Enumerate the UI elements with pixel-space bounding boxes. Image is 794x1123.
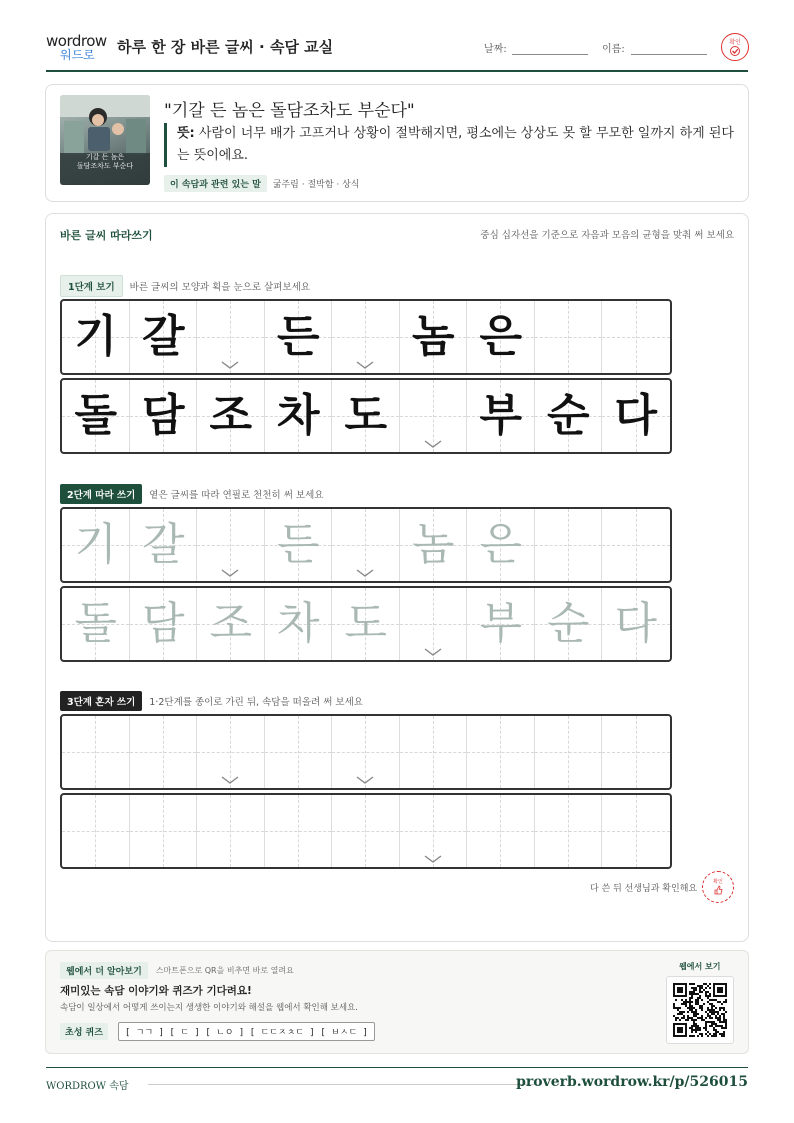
guide-line-horizontal (332, 545, 399, 546)
qr-code[interactable] (666, 976, 734, 1044)
page-title: 하루 한 장 바른 글씨 · 속담 교실 (117, 38, 334, 56)
space-marker-icon (356, 776, 374, 784)
guide-line-horizontal (332, 337, 399, 338)
grid-cell (602, 380, 670, 452)
grid-cell[interactable] (467, 795, 535, 867)
grid-cell[interactable] (197, 509, 265, 581)
grid-row[interactable] (60, 793, 672, 869)
related-words-text: 굶주림 · 절박함 · 상식 (272, 180, 360, 190)
guide-line-horizontal (265, 752, 332, 753)
grid-cell (535, 380, 603, 452)
grid-cell[interactable] (535, 509, 603, 581)
guide-line-horizontal (130, 831, 197, 832)
grid-character: 놈 (411, 311, 455, 362)
date-label: 날짜: (484, 44, 507, 55)
grid-cell[interactable] (265, 795, 333, 867)
illustration-image (60, 95, 150, 185)
stamp-text: 확인 (729, 38, 741, 46)
grid-cell[interactable] (62, 795, 130, 867)
grid-cell[interactable] (535, 795, 603, 867)
header-divider (46, 70, 748, 72)
grid-character: 다 (614, 598, 657, 649)
step2-desc: 옅은 글씨를 따라 연필로 천천히 써 보세요 (149, 490, 324, 501)
guide-line-horizontal (400, 831, 467, 832)
guide-line-horizontal (197, 337, 264, 338)
grid-character: 차 (276, 598, 320, 649)
footer-line (148, 1084, 540, 1085)
step3-badge: 3단계 혼자 쓰기 (60, 691, 142, 711)
footer-brand: WORDROW 속담 (46, 1081, 129, 1092)
grid-cell[interactable] (602, 716, 670, 788)
grid-row (60, 299, 672, 375)
grid-character: 다 (614, 390, 657, 441)
grid-character: 은 (479, 519, 522, 570)
grid-character: 도 (344, 598, 387, 649)
grid-cell (602, 301, 670, 373)
grid-character: 조 (209, 598, 252, 649)
grid-cell[interactable] (265, 509, 333, 581)
name-field[interactable] (631, 42, 707, 55)
guide-line-horizontal (197, 752, 264, 753)
quiz-label: 초성 퀴즈 (60, 1023, 108, 1040)
grid-cell[interactable] (197, 795, 265, 867)
grid-character: 돌 (74, 598, 117, 649)
stamp-text: 확인 (713, 879, 723, 885)
grid-cell[interactable] (535, 716, 603, 788)
grid-cell (265, 301, 333, 373)
proverb-meaning (164, 123, 737, 167)
space-marker-icon (221, 361, 239, 369)
grid-character: 갈 (141, 519, 185, 570)
space-marker-icon (424, 648, 442, 656)
logo-korean: 워드로 (60, 48, 95, 62)
grid-cell[interactable] (400, 588, 468, 660)
guide-line-horizontal (467, 752, 534, 753)
grid-cell[interactable] (62, 716, 130, 788)
grid-cell[interactable] (130, 795, 198, 867)
grid-character: 기 (74, 311, 117, 362)
grid-cell (130, 380, 198, 452)
grid-cell[interactable] (535, 588, 603, 660)
qr-code-icon (673, 983, 727, 1037)
space-marker-icon (221, 569, 239, 577)
proverb-text: "기갈 든 놈은 돌담조차도 부순다" (164, 101, 415, 121)
practice-title: 바른 글씨 따라쓰기 (60, 229, 153, 242)
date-field[interactable] (512, 42, 588, 55)
grid-cell (265, 380, 333, 452)
grid-character: 든 (276, 519, 320, 570)
grid-row[interactable] (60, 586, 672, 662)
related-tag: 이 속담과 관련 있는 말 (164, 175, 267, 192)
grid-cell[interactable] (265, 588, 333, 660)
step3-desc: 1·2단계를 종이로 가린 뒤, 속담을 떠올려 써 보세요 (149, 697, 363, 708)
guide-line-horizontal (602, 831, 670, 832)
grid-cell[interactable] (197, 716, 265, 788)
step1-badge: 1단계 보기 (60, 275, 123, 297)
step2-header (60, 484, 323, 504)
grid-cell (332, 380, 400, 452)
meaning-text: 사람이 너무 배가 고프거나 상황이 절박해지면, 평소에는 상상도 못 할 무모한 일까지 하게 된다는 뜻이에요. (177, 126, 734, 163)
logo-wordmark: wordrow (46, 32, 107, 50)
grid-cell (467, 301, 535, 373)
grid-character: 차 (276, 390, 320, 441)
grid-cell[interactable] (332, 588, 400, 660)
space-marker-icon (221, 776, 239, 784)
step3-header (60, 691, 363, 711)
grid-row[interactable] (60, 507, 672, 583)
grid-character: 순 (546, 598, 590, 649)
guide-line-horizontal (62, 831, 129, 832)
quiz-row (60, 1022, 375, 1041)
footer-divider (46, 1067, 748, 1068)
thumb-caption-line1: 기갈 든 놈은 (85, 153, 125, 161)
space-marker-icon (424, 855, 442, 863)
grid-cell[interactable] (62, 509, 130, 581)
footer-url[interactable]: proverb.wordrow.kr/p/526015 (516, 1074, 748, 1090)
check-note: 다 쓴 뒤 선생님과 확인해요 (590, 884, 698, 894)
guide-line-horizontal (332, 831, 399, 832)
step1-desc: 바른 글씨의 모양과 획을 눈으로 살펴보세요 (129, 282, 310, 293)
grid-character: 은 (479, 311, 522, 362)
grid-cell[interactable] (130, 716, 198, 788)
step1-header (60, 275, 310, 297)
grid-character: 순 (546, 390, 590, 441)
grid-row (60, 378, 672, 454)
grid-cell[interactable] (400, 716, 468, 788)
grid-cell[interactable] (332, 716, 400, 788)
web-desc: 속담이 일상에서 어떻게 쓰이는지 생생한 이야기와 해설을 웹에서 확인해 보세요. (60, 1003, 358, 1013)
grid-character: 놈 (411, 519, 455, 570)
grid-cell[interactable] (130, 588, 198, 660)
grid-cell[interactable] (400, 795, 468, 867)
grid-character: 돌 (74, 390, 117, 441)
grid-cell[interactable] (197, 588, 265, 660)
grid-cell[interactable] (467, 716, 535, 788)
practice-note: 중심 십자선을 기준으로 자음과 모음의 균형을 맞춰 써 보세요 (480, 230, 734, 241)
grid-character: 든 (276, 311, 320, 362)
name-label: 이름: (602, 44, 625, 55)
grid-cell (197, 301, 265, 373)
grid-cell[interactable] (400, 509, 468, 581)
related-words (164, 175, 360, 192)
thumbs-up-icon (713, 885, 723, 895)
grid-cell (332, 301, 400, 373)
grid-cell[interactable] (130, 509, 198, 581)
guide-line-horizontal (535, 337, 602, 338)
grid-character: 담 (141, 598, 185, 649)
grid-cell[interactable] (467, 509, 535, 581)
grid-character: 담 (141, 390, 185, 441)
guide-line-horizontal (535, 545, 602, 546)
guide-line-horizontal (602, 752, 670, 753)
web-badge-note: 스마트폰으로 QR을 비추면 바로 열려요 (155, 966, 294, 975)
grid-character: 기 (74, 519, 117, 570)
step2-badge: 2단계 따라 쓰기 (60, 484, 142, 504)
guide-line-horizontal (602, 337, 670, 338)
grid-character: 갈 (141, 311, 185, 362)
space-marker-icon (356, 569, 374, 577)
guide-line-horizontal (265, 831, 332, 832)
grid-cell[interactable] (602, 509, 670, 581)
grid-character: 도 (344, 390, 387, 441)
grid-cell (130, 301, 198, 373)
grid-cell (197, 380, 265, 452)
grid-cell[interactable] (332, 509, 400, 581)
space-marker-icon (424, 440, 442, 448)
grid-cell (535, 301, 603, 373)
guide-line-horizontal (400, 752, 467, 753)
grid-cell[interactable] (265, 716, 333, 788)
check-stamp (721, 33, 749, 61)
guide-line-horizontal (400, 416, 467, 417)
grid-character: 조 (209, 390, 252, 441)
guide-line-horizontal (535, 752, 602, 753)
guide-line-horizontal (467, 831, 534, 832)
grid-character: 부 (479, 598, 522, 649)
guide-line-horizontal (602, 545, 670, 546)
thumb-caption-line2: 돌담조차도 부순다 (76, 162, 134, 170)
meaning-label: 뜻: (177, 126, 195, 141)
guide-line-horizontal (535, 831, 602, 832)
grid-row[interactable] (60, 714, 672, 790)
guide-line-horizontal (400, 624, 467, 625)
guide-line-horizontal (197, 545, 264, 546)
guide-line-horizontal (130, 752, 197, 753)
grid-cell (62, 380, 130, 452)
grid-cell[interactable] (467, 588, 535, 660)
guide-line-horizontal (62, 752, 129, 753)
qr-label: 웹에서 보기 (679, 962, 721, 971)
guide-line-horizontal (197, 831, 264, 832)
story-thumbnail[interactable] (60, 95, 150, 185)
guide-line-horizontal (332, 752, 399, 753)
grid-cell (467, 380, 535, 452)
grid-cell[interactable] (332, 795, 400, 867)
grid-cell (400, 380, 468, 452)
grid-cell[interactable] (602, 795, 670, 867)
grid-cell[interactable] (602, 588, 670, 660)
web-badge: 웹에서 더 알아보기 (60, 962, 148, 979)
checkmark-icon (729, 46, 741, 56)
grid-cell (62, 301, 130, 373)
web-headline: 재미있는 속담 이야기와 퀴즈가 기다려요! (60, 985, 252, 997)
wordrow-logo (46, 34, 108, 62)
teacher-stamp (702, 871, 734, 903)
web-badge-row (60, 962, 294, 979)
grid-cell[interactable] (62, 588, 130, 660)
space-marker-icon (356, 361, 374, 369)
grid-cell (400, 301, 468, 373)
grid-character: 부 (479, 390, 522, 441)
chosung-quiz[interactable]: [ ㄱㄱ ] [ ㄷ ] [ ㄴㅇ ] [ ㄷㄷㅈㅊㄷ ] [ ㅂㅅㄷ ] (118, 1022, 375, 1041)
